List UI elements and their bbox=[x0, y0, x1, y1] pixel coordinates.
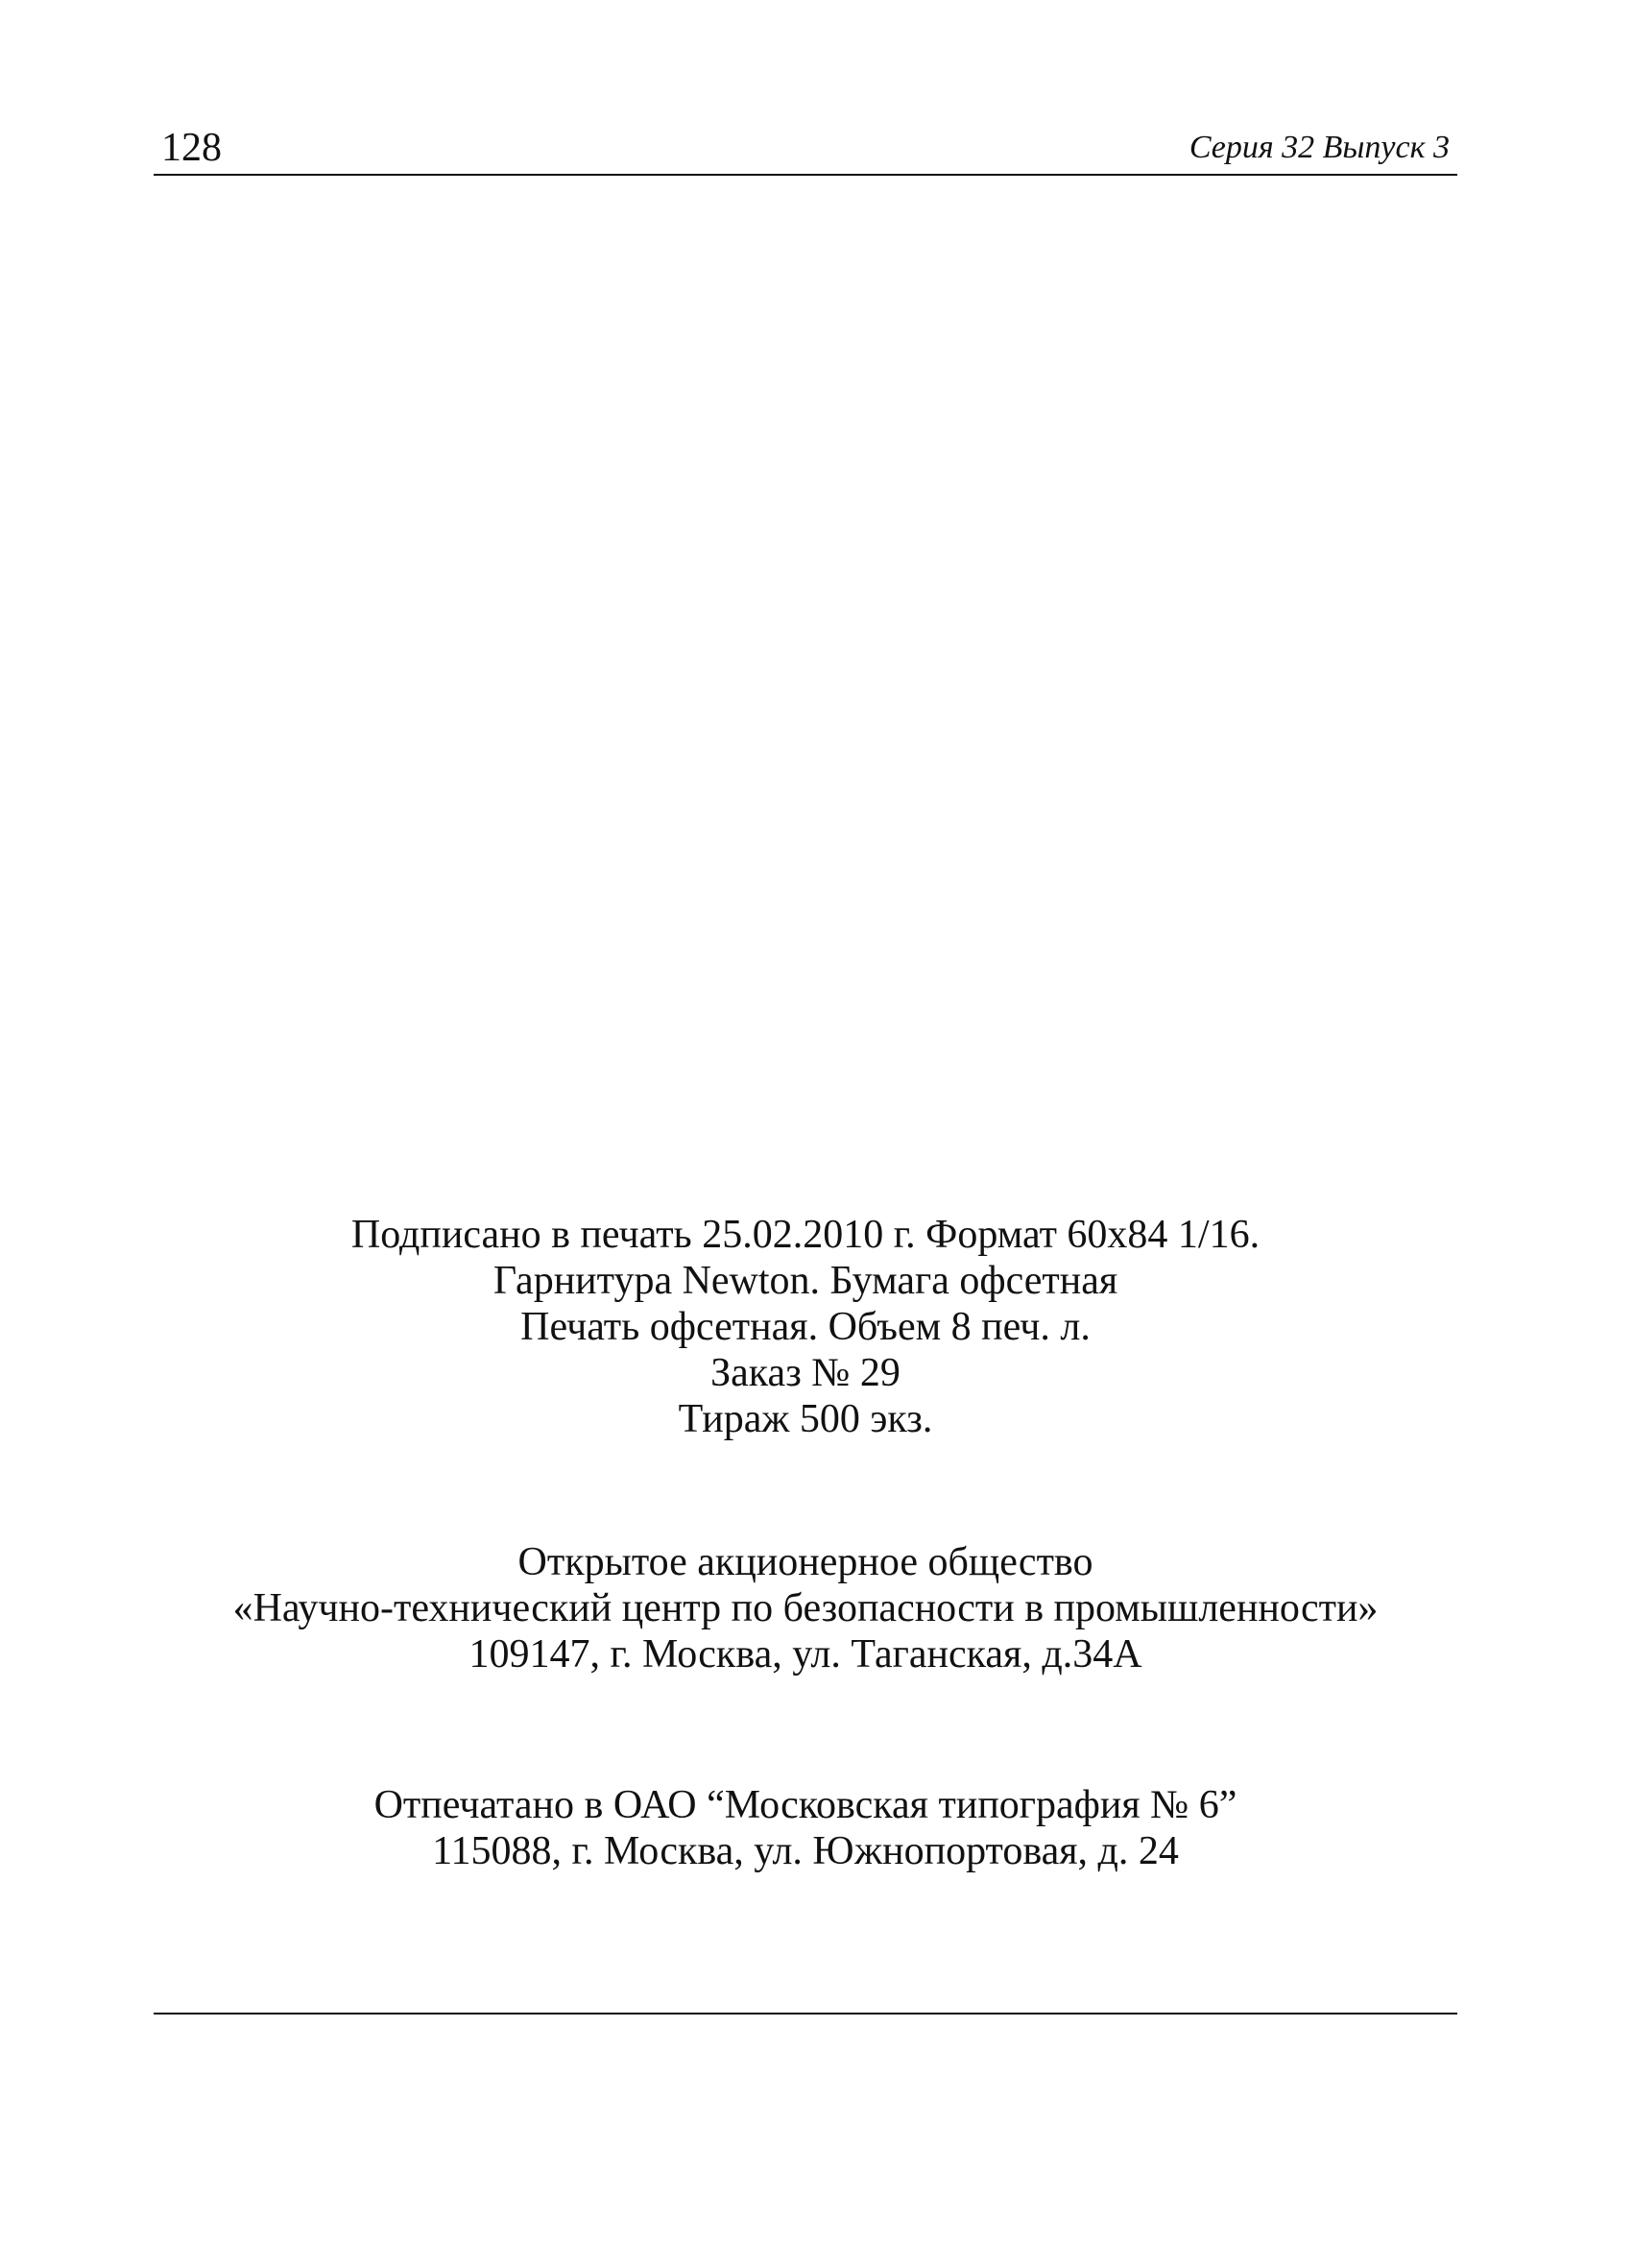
publisher-line-address: 109147, г. Москва, ул. Таганская, д.34А bbox=[468, 1632, 1142, 1677]
imprint-block bbox=[154, 1212, 1457, 1442]
publisher-line-type: Открытое акционерное общество bbox=[517, 1540, 1093, 1584]
page-header bbox=[154, 123, 1457, 173]
header-rule bbox=[154, 174, 1457, 176]
footer-rule bbox=[154, 2013, 1457, 2015]
publisher-line-name: «Научно-технический центр по безопасности в промышленности» bbox=[232, 1586, 1379, 1630]
imprint-line-signed: Подписано в печать 25.02.2010 г. Формат 60x84 1/16. bbox=[350, 1213, 1261, 1257]
running-head: Серия 32 Выпуск 3 bbox=[1189, 130, 1450, 165]
printer-block bbox=[154, 1782, 1457, 1874]
printer-line-name: Отпечатано в ОАО “Московская типография № 6” bbox=[373, 1783, 1237, 1827]
printer-line-address: 115088, г. Москва, ул. Южнопортовая, д. 24 bbox=[432, 1829, 1179, 1873]
imprint-line-order: Заказ № 29 bbox=[710, 1351, 901, 1395]
imprint-line-circulation: Тираж 500 экз. bbox=[678, 1397, 933, 1441]
imprint-line-typeface: Гарнитура Newton. Бумага офсетная bbox=[492, 1259, 1118, 1303]
publisher-block bbox=[154, 1539, 1457, 1677]
page-number: 128 bbox=[161, 126, 222, 170]
imprint-line-print: Печать офсетная. Объем 8 печ. л. bbox=[520, 1305, 1091, 1349]
